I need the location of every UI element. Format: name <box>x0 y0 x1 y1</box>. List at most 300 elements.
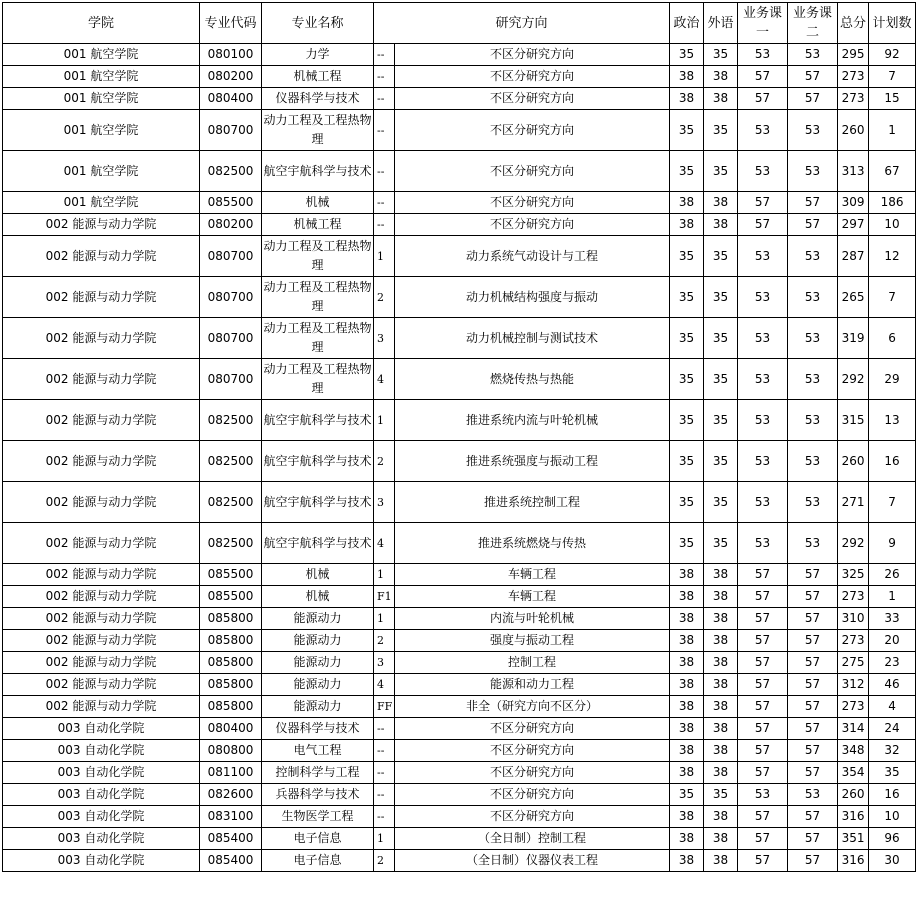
cell-major-name: 航空宇航科学与技术 <box>262 151 374 192</box>
cell-course2: 53 <box>788 400 838 441</box>
cell-major-name: 机械工程 <box>262 214 374 236</box>
cell-language: 38 <box>704 740 738 762</box>
table-row <box>3 88 916 110</box>
header-plan: 计划数 <box>869 3 916 44</box>
cell-plan: 23 <box>869 652 916 674</box>
table-row <box>3 400 916 441</box>
cell-direction-code: 2 <box>374 850 395 872</box>
cell-college: 001 航空学院 <box>3 44 200 66</box>
cell-college: 002 能源与动力学院 <box>3 696 200 718</box>
cell-major-code: 080200 <box>200 66 262 88</box>
cell-major-code: 082500 <box>200 151 262 192</box>
cell-major-code: 080100 <box>200 44 262 66</box>
cell-plan: 24 <box>869 718 916 740</box>
cell-direction-code: -- <box>374 66 395 88</box>
header-major-name: 专业名称 <box>262 3 374 44</box>
table-row <box>3 564 916 586</box>
cell-course1: 57 <box>738 192 788 214</box>
cell-politics: 38 <box>670 762 704 784</box>
cell-politics: 35 <box>670 151 704 192</box>
cell-course2: 57 <box>788 850 838 872</box>
cell-direction-code: 4 <box>374 674 395 696</box>
cell-major-name: 仪器科学与技术 <box>262 88 374 110</box>
cell-major-code: 085800 <box>200 608 262 630</box>
cell-course1: 57 <box>738 850 788 872</box>
cell-direction: 车辆工程 <box>395 586 670 608</box>
cell-total: 297 <box>838 214 869 236</box>
cell-major-name: 动力工程及工程热物理 <box>262 110 374 151</box>
cell-plan: 46 <box>869 674 916 696</box>
cell-politics: 35 <box>670 359 704 400</box>
cell-plan: 13 <box>869 400 916 441</box>
cell-major-name: 机械 <box>262 586 374 608</box>
cell-politics: 35 <box>670 400 704 441</box>
table-row <box>3 192 916 214</box>
table-row <box>3 318 916 359</box>
cell-course2: 53 <box>788 44 838 66</box>
cell-course1: 57 <box>738 674 788 696</box>
table-row <box>3 151 916 192</box>
cell-plan: 15 <box>869 88 916 110</box>
cell-major-name: 动力工程及工程热物理 <box>262 359 374 400</box>
cell-total: 260 <box>838 441 869 482</box>
table-row <box>3 784 916 806</box>
cell-politics: 38 <box>670 608 704 630</box>
cell-direction: 内流与叶轮机械 <box>395 608 670 630</box>
cell-plan: 1 <box>869 586 916 608</box>
cell-plan: 20 <box>869 630 916 652</box>
cell-language: 35 <box>704 277 738 318</box>
cell-major-name: 能源动力 <box>262 652 374 674</box>
cell-course1: 53 <box>738 277 788 318</box>
cell-direction-code: 3 <box>374 318 395 359</box>
table-row <box>3 214 916 236</box>
cell-college: 002 能源与动力学院 <box>3 236 200 277</box>
cell-major-code: 082600 <box>200 784 262 806</box>
cell-course1: 57 <box>738 214 788 236</box>
cell-direction: 不区分研究方向 <box>395 718 670 740</box>
table-row <box>3 850 916 872</box>
cell-direction-code: 1 <box>374 400 395 441</box>
cell-plan: 7 <box>869 482 916 523</box>
cell-college: 001 航空学院 <box>3 66 200 88</box>
cell-course2: 57 <box>788 718 838 740</box>
cell-course1: 57 <box>738 806 788 828</box>
cell-major-code: 080700 <box>200 359 262 400</box>
cell-major-name: 机械 <box>262 564 374 586</box>
cell-politics: 38 <box>670 214 704 236</box>
cell-total: 313 <box>838 151 869 192</box>
cell-major-code: 085500 <box>200 586 262 608</box>
cell-major-name: 能源动力 <box>262 630 374 652</box>
cell-course1: 57 <box>738 718 788 740</box>
cell-politics: 38 <box>670 88 704 110</box>
cell-language: 38 <box>704 564 738 586</box>
cell-politics: 38 <box>670 828 704 850</box>
cell-college: 002 能源与动力学院 <box>3 277 200 318</box>
cell-language: 38 <box>704 652 738 674</box>
cell-course1: 57 <box>738 652 788 674</box>
cell-major-name: 电子信息 <box>262 828 374 850</box>
cell-major-code: 085500 <box>200 192 262 214</box>
cell-college: 002 能源与动力学院 <box>3 523 200 564</box>
cell-plan: 29 <box>869 359 916 400</box>
cell-course2: 53 <box>788 236 838 277</box>
cell-total: 287 <box>838 236 869 277</box>
cell-politics: 35 <box>670 318 704 359</box>
cell-plan: 1 <box>869 110 916 151</box>
cell-direction: 推进系统强度与振动工程 <box>395 441 670 482</box>
cell-total: 351 <box>838 828 869 850</box>
cell-total: 315 <box>838 400 869 441</box>
table-row <box>3 482 916 523</box>
cell-politics: 35 <box>670 523 704 564</box>
header-row <box>3 3 916 44</box>
cell-direction: 动力机械控制与测试技术 <box>395 318 670 359</box>
cell-direction-code: 4 <box>374 523 395 564</box>
cell-politics: 38 <box>670 674 704 696</box>
cell-total: 325 <box>838 564 869 586</box>
cell-direction: 不区分研究方向 <box>395 110 670 151</box>
cell-course2: 57 <box>788 828 838 850</box>
cell-course2: 53 <box>788 523 838 564</box>
table-row <box>3 828 916 850</box>
cell-course2: 57 <box>788 88 838 110</box>
cell-major-code: 082500 <box>200 523 262 564</box>
cell-total: 309 <box>838 192 869 214</box>
cell-major-name: 机械 <box>262 192 374 214</box>
cell-course2: 57 <box>788 806 838 828</box>
cell-course1: 53 <box>738 151 788 192</box>
table-row <box>3 441 916 482</box>
cell-major-code: 083100 <box>200 806 262 828</box>
cell-total: 310 <box>838 608 869 630</box>
cell-total: 271 <box>838 482 869 523</box>
cell-language: 38 <box>704 850 738 872</box>
cell-college: 002 能源与动力学院 <box>3 214 200 236</box>
header-total: 总分 <box>838 3 869 44</box>
cell-course1: 53 <box>738 482 788 523</box>
cell-direction: 车辆工程 <box>395 564 670 586</box>
cell-direction-code: 1 <box>374 608 395 630</box>
cell-politics: 35 <box>670 482 704 523</box>
cell-direction: 不区分研究方向 <box>395 214 670 236</box>
cell-plan: 30 <box>869 850 916 872</box>
cell-politics: 38 <box>670 850 704 872</box>
cell-college: 002 能源与动力学院 <box>3 564 200 586</box>
cell-course2: 57 <box>788 740 838 762</box>
cell-language: 38 <box>704 806 738 828</box>
table-row <box>3 696 916 718</box>
table-row <box>3 110 916 151</box>
cell-college: 002 能源与动力学院 <box>3 482 200 523</box>
cell-politics: 35 <box>670 441 704 482</box>
cell-direction-code: 4 <box>374 359 395 400</box>
cell-course1: 57 <box>738 696 788 718</box>
cell-direction: 不区分研究方向 <box>395 762 670 784</box>
cell-total: 273 <box>838 66 869 88</box>
cell-course1: 57 <box>738 740 788 762</box>
header-language: 外语 <box>704 3 738 44</box>
cell-direction: 非全（研究方向不区分） <box>395 696 670 718</box>
cell-course2: 53 <box>788 318 838 359</box>
cell-plan: 186 <box>869 192 916 214</box>
cell-direction: 推进系统内流与叶轮机械 <box>395 400 670 441</box>
cell-language: 35 <box>704 236 738 277</box>
cell-major-code: 082500 <box>200 482 262 523</box>
table-row <box>3 630 916 652</box>
cell-total: 265 <box>838 277 869 318</box>
cell-politics: 35 <box>670 277 704 318</box>
cell-plan: 92 <box>869 44 916 66</box>
cell-direction: （全日制）仪器仪表工程 <box>395 850 670 872</box>
header-direction: 研究方向 <box>374 3 670 44</box>
cell-direction-code: 2 <box>374 441 395 482</box>
cell-course2: 57 <box>788 652 838 674</box>
cell-language: 35 <box>704 151 738 192</box>
cell-major-name: 电气工程 <box>262 740 374 762</box>
table-row <box>3 277 916 318</box>
cell-course1: 57 <box>738 564 788 586</box>
cell-direction: 不区分研究方向 <box>395 88 670 110</box>
table-row <box>3 652 916 674</box>
cell-direction-code: -- <box>374 214 395 236</box>
table-row <box>3 762 916 784</box>
cell-direction-code: -- <box>374 192 395 214</box>
cell-direction-code: 3 <box>374 482 395 523</box>
cell-total: 295 <box>838 44 869 66</box>
cell-language: 35 <box>704 318 738 359</box>
cell-direction: 推进系统燃烧与传热 <box>395 523 670 564</box>
cell-direction-code: -- <box>374 44 395 66</box>
cell-total: 348 <box>838 740 869 762</box>
cell-language: 35 <box>704 441 738 482</box>
cell-major-name: 能源动力 <box>262 696 374 718</box>
cell-plan: 67 <box>869 151 916 192</box>
cell-direction-code: -- <box>374 762 395 784</box>
cell-direction-code: 2 <box>374 277 395 318</box>
cell-language: 35 <box>704 44 738 66</box>
cell-direction-code: 1 <box>374 564 395 586</box>
cell-major-code: 081100 <box>200 762 262 784</box>
cell-politics: 38 <box>670 192 704 214</box>
cell-plan: 16 <box>869 441 916 482</box>
cell-college: 003 自动化学院 <box>3 784 200 806</box>
admission-score-table <box>2 2 916 872</box>
cell-course1: 53 <box>738 236 788 277</box>
cell-politics: 38 <box>670 630 704 652</box>
cell-course1: 57 <box>738 586 788 608</box>
cell-major-code: 085800 <box>200 652 262 674</box>
cell-course1: 57 <box>738 630 788 652</box>
table-row <box>3 806 916 828</box>
cell-total: 273 <box>838 630 869 652</box>
cell-major-code: 080700 <box>200 110 262 151</box>
cell-plan: 33 <box>869 608 916 630</box>
cell-course2: 57 <box>788 630 838 652</box>
cell-total: 273 <box>838 586 869 608</box>
cell-total: 314 <box>838 718 869 740</box>
cell-direction-code: -- <box>374 88 395 110</box>
cell-language: 35 <box>704 110 738 151</box>
cell-politics: 38 <box>670 696 704 718</box>
cell-course1: 53 <box>738 318 788 359</box>
cell-total: 260 <box>838 110 869 151</box>
cell-direction-code: -- <box>374 151 395 192</box>
cell-politics: 38 <box>670 740 704 762</box>
cell-language: 38 <box>704 718 738 740</box>
cell-major-name: 电子信息 <box>262 850 374 872</box>
cell-major-code: 085400 <box>200 828 262 850</box>
cell-direction: （全日制）控制工程 <box>395 828 670 850</box>
cell-direction: 强度与振动工程 <box>395 630 670 652</box>
cell-language: 38 <box>704 192 738 214</box>
cell-college: 002 能源与动力学院 <box>3 441 200 482</box>
cell-plan: 96 <box>869 828 916 850</box>
cell-college: 001 航空学院 <box>3 88 200 110</box>
cell-major-name: 控制科学与工程 <box>262 762 374 784</box>
cell-course2: 53 <box>788 110 838 151</box>
cell-major-name: 机械工程 <box>262 66 374 88</box>
cell-direction-code: -- <box>374 784 395 806</box>
table-row <box>3 523 916 564</box>
cell-major-code: 080700 <box>200 236 262 277</box>
cell-direction-code: 1 <box>374 828 395 850</box>
cell-college: 003 自动化学院 <box>3 850 200 872</box>
cell-politics: 35 <box>670 784 704 806</box>
cell-language: 35 <box>704 400 738 441</box>
cell-major-name: 航空宇航科学与技术 <box>262 523 374 564</box>
cell-course2: 53 <box>788 151 838 192</box>
cell-language: 35 <box>704 359 738 400</box>
cell-major-code: 085800 <box>200 696 262 718</box>
cell-politics: 35 <box>670 236 704 277</box>
cell-direction: 不区分研究方向 <box>395 784 670 806</box>
cell-language: 38 <box>704 762 738 784</box>
cell-college: 002 能源与动力学院 <box>3 359 200 400</box>
cell-course2: 57 <box>788 674 838 696</box>
cell-total: 316 <box>838 850 869 872</box>
cell-course2: 57 <box>788 608 838 630</box>
cell-course2: 53 <box>788 482 838 523</box>
header-major-code: 专业代码 <box>200 3 262 44</box>
cell-major-name: 航空宇航科学与技术 <box>262 400 374 441</box>
cell-major-name: 兵器科学与技术 <box>262 784 374 806</box>
cell-total: 260 <box>838 784 869 806</box>
cell-language: 35 <box>704 784 738 806</box>
cell-major-code: 080800 <box>200 740 262 762</box>
cell-college: 002 能源与动力学院 <box>3 630 200 652</box>
cell-direction: 不区分研究方向 <box>395 151 670 192</box>
cell-major-code: 085400 <box>200 850 262 872</box>
cell-course1: 57 <box>738 762 788 784</box>
cell-course1: 53 <box>738 110 788 151</box>
cell-major-name: 动力工程及工程热物理 <box>262 318 374 359</box>
cell-major-name: 力学 <box>262 44 374 66</box>
cell-plan: 12 <box>869 236 916 277</box>
cell-direction-code: F1 <box>374 586 395 608</box>
cell-college: 002 能源与动力学院 <box>3 608 200 630</box>
cell-politics: 38 <box>670 66 704 88</box>
cell-total: 273 <box>838 88 869 110</box>
cell-course1: 53 <box>738 400 788 441</box>
cell-plan: 6 <box>869 318 916 359</box>
cell-politics: 38 <box>670 586 704 608</box>
cell-total: 275 <box>838 652 869 674</box>
cell-major-name: 生物医学工程 <box>262 806 374 828</box>
table-row <box>3 586 916 608</box>
cell-politics: 38 <box>670 652 704 674</box>
cell-language: 38 <box>704 630 738 652</box>
cell-language: 38 <box>704 828 738 850</box>
cell-plan: 32 <box>869 740 916 762</box>
cell-direction: 控制工程 <box>395 652 670 674</box>
cell-plan: 10 <box>869 806 916 828</box>
cell-major-name: 航空宇航科学与技术 <box>262 482 374 523</box>
table-row <box>3 740 916 762</box>
cell-direction-code: 3 <box>374 652 395 674</box>
cell-total: 292 <box>838 523 869 564</box>
cell-language: 38 <box>704 214 738 236</box>
cell-course2: 53 <box>788 359 838 400</box>
cell-major-name: 动力工程及工程热物理 <box>262 277 374 318</box>
cell-major-code: 082500 <box>200 441 262 482</box>
cell-course2: 53 <box>788 441 838 482</box>
cell-direction-code: 2 <box>374 630 395 652</box>
cell-major-name: 动力工程及工程热物理 <box>262 236 374 277</box>
cell-plan: 16 <box>869 784 916 806</box>
cell-college: 003 自动化学院 <box>3 806 200 828</box>
cell-major-code: 080700 <box>200 318 262 359</box>
cell-plan: 7 <box>869 277 916 318</box>
cell-total: 292 <box>838 359 869 400</box>
cell-course1: 57 <box>738 608 788 630</box>
cell-course1: 53 <box>738 44 788 66</box>
cell-major-code: 085800 <box>200 630 262 652</box>
cell-major-name: 能源动力 <box>262 674 374 696</box>
cell-major-code: 080400 <box>200 88 262 110</box>
table-row <box>3 359 916 400</box>
cell-course2: 57 <box>788 762 838 784</box>
cell-major-code: 080700 <box>200 277 262 318</box>
cell-course1: 53 <box>738 784 788 806</box>
cell-college: 002 能源与动力学院 <box>3 652 200 674</box>
cell-course1: 57 <box>738 828 788 850</box>
cell-plan: 9 <box>869 523 916 564</box>
cell-language: 38 <box>704 674 738 696</box>
cell-direction-code: 1 <box>374 236 395 277</box>
table-row <box>3 674 916 696</box>
cell-college: 001 航空学院 <box>3 110 200 151</box>
cell-college: 003 自动化学院 <box>3 762 200 784</box>
cell-direction: 不区分研究方向 <box>395 44 670 66</box>
table-row <box>3 66 916 88</box>
cell-course2: 53 <box>788 784 838 806</box>
cell-politics: 38 <box>670 718 704 740</box>
cell-politics: 35 <box>670 44 704 66</box>
cell-major-code: 085800 <box>200 674 262 696</box>
cell-plan: 26 <box>869 564 916 586</box>
cell-language: 38 <box>704 696 738 718</box>
cell-course1: 53 <box>738 441 788 482</box>
cell-college: 001 航空学院 <box>3 151 200 192</box>
cell-plan: 7 <box>869 66 916 88</box>
cell-course1: 53 <box>738 523 788 564</box>
cell-direction: 能源和动力工程 <box>395 674 670 696</box>
table-row <box>3 236 916 277</box>
cell-direction: 不区分研究方向 <box>395 740 670 762</box>
cell-major-code: 080200 <box>200 214 262 236</box>
